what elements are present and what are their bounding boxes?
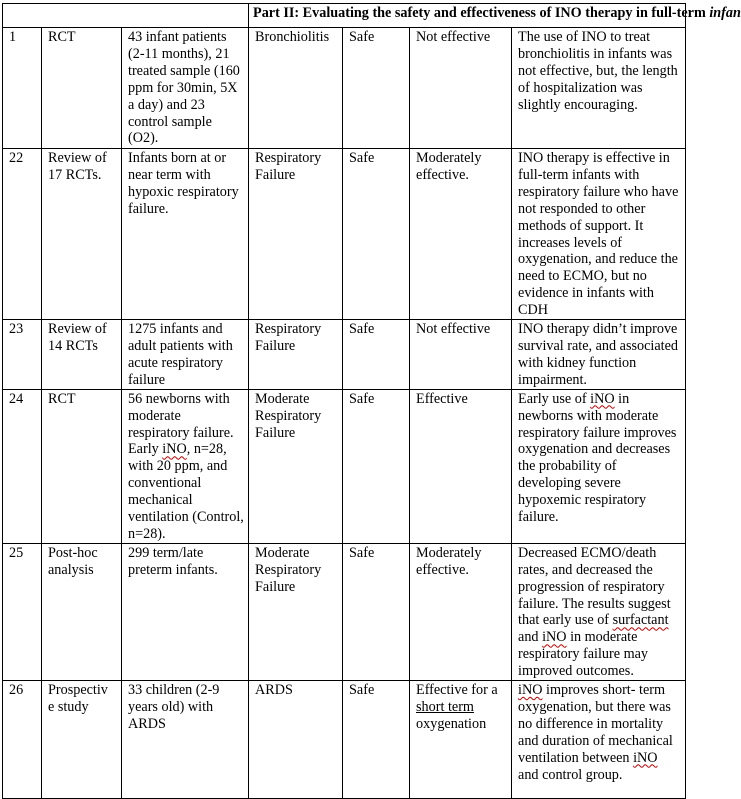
finding-text: Early use of: [518, 390, 591, 407]
safety: Safe: [343, 320, 410, 390]
sample-description: [122, 389, 249, 543]
sample-text: 56 newborns with moderate respiratory failure. Early: [128, 390, 234, 458]
condition: ARDS: [249, 681, 343, 799]
row-number: 23: [3, 320, 42, 390]
finding: [512, 543, 686, 680]
condition: Moderate Respiratory Failure: [249, 543, 343, 680]
safety: Safe: [343, 543, 410, 680]
table-row: [3, 28, 686, 149]
table-row: [3, 389, 686, 543]
study-table: [2, 3, 741, 799]
finding: [512, 681, 686, 799]
finding-term: iNO: [633, 749, 658, 766]
study-design: Review of 17 RCTs.: [42, 149, 122, 320]
finding-term: iNO: [518, 682, 543, 699]
effectiveness: Moderately effective.: [410, 149, 512, 320]
effectiveness: Moderately effective.: [410, 543, 512, 680]
sample-description: 1275 infants and adult patients with acute respiratory failure: [122, 320, 249, 390]
table-row: [3, 320, 686, 390]
finding: INO therapy didn’t improve survival rate, and associated with kidney function impairment.: [512, 320, 686, 390]
header-blank-cell: [3, 4, 249, 28]
effectiveness: [410, 681, 512, 799]
effectiveness: Not effective: [410, 320, 512, 390]
table-row: [3, 543, 686, 680]
part-title-italic: infan: [709, 5, 741, 21]
study-design: Prospectiv e study: [42, 681, 122, 799]
finding-term: surfactant: [612, 612, 669, 629]
finding: [512, 389, 686, 543]
safety: Safe: [343, 149, 410, 320]
condition: Respiratory Failure: [249, 320, 343, 390]
study-design: Review of 14 RCTs: [42, 320, 122, 390]
safety: Safe: [343, 28, 410, 149]
row-number: 24: [3, 389, 42, 543]
part-title: [249, 4, 741, 28]
sample-description: 33 children (2-9 years old) with ARDS: [122, 681, 249, 799]
safety: Safe: [343, 681, 410, 799]
table-header-row: [3, 4, 686, 28]
effectiveness-term: short term: [416, 699, 474, 715]
effectiveness-text: Effective for a: [416, 682, 498, 699]
sample-description: 299 term/late preterm infants.: [122, 543, 249, 680]
table-row: [3, 149, 686, 320]
part-title-text: Part II: Evaluating the safety and effectiveness of INO therapy in full-term: [253, 5, 710, 21]
study-design: RCT: [42, 389, 122, 543]
finding-text: improves short- term oxygenation, but there was no difference in mortality and duration of mechanical ventilation between: [518, 682, 673, 766]
effectiveness-text: oxygenation: [416, 715, 487, 732]
condition: Bronchiolitis: [249, 28, 343, 149]
safety: Safe: [343, 389, 410, 543]
condition: Respiratory Failure: [249, 149, 343, 320]
study-design: RCT: [42, 28, 122, 149]
finding-term: iNO: [542, 629, 567, 646]
finding: INO therapy is effective in full-term infants with respiratory failure who have not responded to other methods of support. It increases levels of oxygenation, and reduce the need to ECMO, but no evidence in infants with CDH: [512, 149, 686, 320]
row-number: 22: [3, 149, 42, 320]
finding: The use of INO to treat bronchiolitis in infants was not effective, but, the length of hospitalization was slightly encouraging.: [512, 28, 686, 149]
sample-description: Infants born at or near term with hypoxic respiratory failure.: [122, 149, 249, 320]
effectiveness: Not effective: [410, 28, 512, 149]
finding-text: and: [518, 629, 543, 646]
finding-text: in newborns with moderate respiratory failure improves oxygenation and decreases the probability of developing severe hypoxemic respiratory failure.: [518, 390, 677, 526]
finding-term: iNO: [590, 390, 615, 407]
finding-text: in moderate respiratory failure may improved outcomes.: [518, 629, 649, 680]
study-design: Post-hoc analysis: [42, 543, 122, 680]
finding-text: Decreased ECMO/death rates, and decreased the progression of respiratory failure. The results suggest that early use of: [518, 544, 671, 629]
effectiveness: Effective: [410, 389, 512, 543]
row-number: 26: [3, 681, 42, 799]
finding-text: and control group.: [518, 766, 623, 783]
row-number: 1: [3, 28, 42, 149]
table-row: [3, 681, 686, 799]
sample-text: , n=28, with 20 ppm, and conventional mechanical ventilation (Control, n=28).: [128, 441, 244, 542]
row-number: 25: [3, 543, 42, 680]
sample-description: 43 infant patients (2-11 months), 21 treated sample (160 ppm for 30min, 5X a day) and 23 control sample (O2).: [122, 28, 249, 149]
condition: Moderate Respiratory Failure: [249, 389, 343, 543]
sample-term: iNO: [162, 441, 187, 458]
